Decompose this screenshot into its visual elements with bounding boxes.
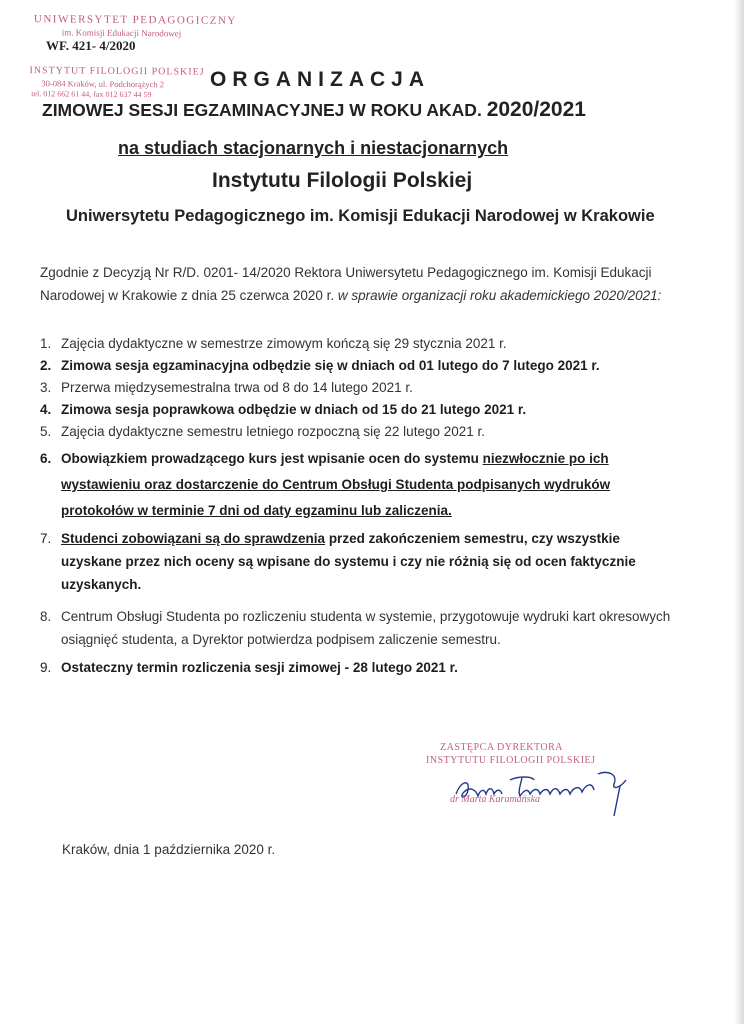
list-item xyxy=(40,336,680,351)
list-item xyxy=(40,605,680,651)
item-text: Centrum Obsługi Studenta po rozliczeniu studenta w systemie, przygotowuje wydruki kart okresowych osiągnięć studenta, a Dyrektor potwierdza podpisem zaliczenie semestru. xyxy=(61,609,671,647)
item-number: 6. xyxy=(40,451,52,466)
list-item xyxy=(40,380,680,395)
item-number: 3. xyxy=(40,380,52,395)
rules-list xyxy=(40,336,680,675)
item-text: Zajęcia dydaktyczne w semestrze zimowym kończą się 29 stycznia 2021 r. xyxy=(61,336,507,351)
stamp-line-2: im. Komisji Edukacji Narodowej xyxy=(61,27,182,39)
reference-number: WF. 421- 4/2020 xyxy=(46,38,136,53)
academic-year: 2020/2021 xyxy=(486,98,586,121)
list-item xyxy=(40,660,680,675)
item-text: Przerwa międzysemestralna trwa od 8 do 14 lutego 2021 r. xyxy=(61,380,413,395)
list-item xyxy=(40,527,680,596)
session-heading-text: ZIMOWEJ SESJI EGZAMINACYJNEJ W ROKU AKAD. xyxy=(42,100,482,120)
list-item xyxy=(40,446,680,524)
item-text: przed zakończeniem semestru, czy wszystkie uzyskane przez nich oceny są wpisane do systemu i czy nie różnią się od ocen faktycznie uzyskanych. xyxy=(61,531,636,592)
item-text: Zimowa sesja egzaminacyjna odbędzie się w dniach od 01 lutego do 7 lutego 2021 r. xyxy=(61,358,600,373)
item-text: Zimowa sesja poprawkowa odbędzie w dniach od 15 do 21 lutego 2021 r. xyxy=(61,402,527,417)
university-heading: Uniwersytetu Pedagogicznego im. Komisji Edukacji Narodowej w Krakowie xyxy=(66,207,655,225)
document-title: ORGANIZACJA xyxy=(210,68,431,91)
signature-stamp-institute: INSTYTUTU FILOLOGII POLSKIEJ xyxy=(426,755,596,766)
intro-paragraph xyxy=(40,261,680,307)
scan-edge-shadow xyxy=(734,0,744,1024)
signature-stamp-title: ZASTĘPCA DYREKTORA xyxy=(440,742,563,753)
item-number: 8. xyxy=(40,609,52,624)
item-text: Zajęcia dydaktyczne semestru letniego rozpoczną się 22 lutego 2021 r. xyxy=(61,424,485,439)
institute-heading: Instytutu Filologii Polskiej xyxy=(212,169,473,192)
item-text: Obowiązkiem prowadzącego kurs jest wpisanie ocen do systemu xyxy=(61,451,483,466)
stamp-line-3: INSTYTUT FILOLOGII POLSKIEJ xyxy=(29,65,205,78)
item-number: 4. xyxy=(40,402,52,417)
item-text-underlined: Studenci zobowiązani są do sprawdzenia xyxy=(61,531,326,546)
handwritten-signature xyxy=(448,760,638,820)
session-heading xyxy=(42,98,586,122)
stamp-line-1: UNIWERSYTET PEDAGOGICZNY xyxy=(33,13,237,27)
item-number: 5. xyxy=(40,424,52,439)
stamp-line-4: 30-084 Kraków, ul. Podchorążych 2 xyxy=(41,78,165,90)
item-text: Ostateczny termin rozliczenia sesji zimowej - 28 lutego 2021 r. xyxy=(61,660,458,675)
list-item xyxy=(40,402,680,417)
item-number: 9. xyxy=(40,660,52,675)
list-item xyxy=(40,358,680,373)
signature-stamp-name: dr Marta Karamańska xyxy=(450,794,541,805)
item-number: 1. xyxy=(40,336,52,351)
item-number: 7. xyxy=(40,531,52,546)
intro-italic: w sprawie organizacji roku akademickiego 2020/2021: xyxy=(337,288,662,303)
item-text-underlined: niezwłocznie po ich wystawieniu oraz dostarczenie do Centrum Obsługi Studenta podpisanych wydruków protokołów w terminie 7 dni od daty egzaminu lub zaliczenia. xyxy=(61,451,611,518)
intro-text: Zgodnie z Decyzją Nr R/D. 0201- 14/2020 Rektora Uniwersytetu Pedagogicznego im. Komisji Edukacji Narodowej w Krakowie z dnia 25 czerwca 2020 r. xyxy=(40,265,652,303)
place-and-date: Kraków, dnia 1 października 2020 r. xyxy=(62,842,276,857)
list-item xyxy=(40,424,680,439)
stamp-line-5: tel. 012 662 61 44, fax 012 637 44 59 xyxy=(31,89,152,100)
item-number: 2. xyxy=(40,358,52,373)
studies-heading: na studiach stacjonarnych i niestacjonarnych xyxy=(118,138,509,158)
